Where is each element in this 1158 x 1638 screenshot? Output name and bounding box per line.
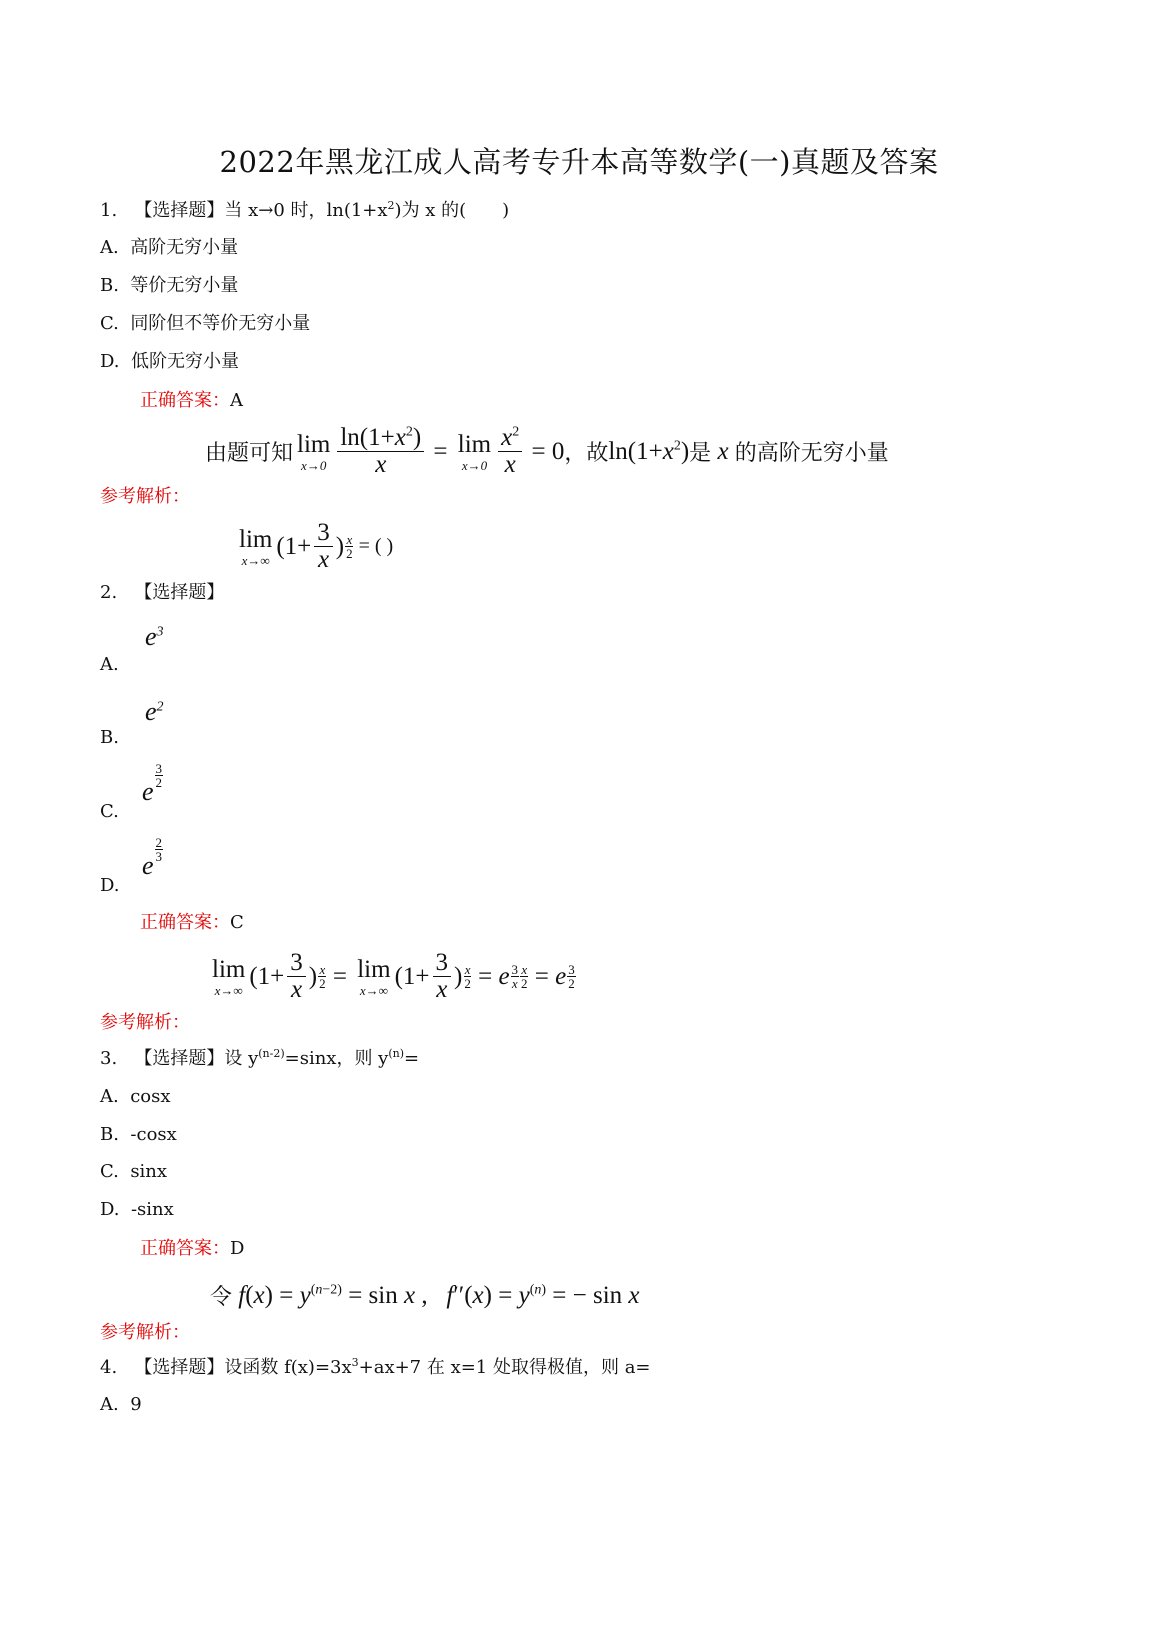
q2-option-b-math <box>145 697 164 727</box>
exp-power: 3 <box>156 624 164 640</box>
stem-text: = ( ) <box>358 535 394 558</box>
stem-text: = <box>404 1048 420 1069</box>
exp-base: e <box>145 697 157 726</box>
question-2-stem <box>100 578 224 604</box>
q1-option-b <box>100 271 238 297</box>
answer-value: D <box>230 1238 245 1259</box>
q1-option-d <box>100 347 239 373</box>
question-number: 3. <box>100 1048 118 1069</box>
analysis-text: 的高阶无穷小量 <box>734 441 889 467</box>
page-title: 2022年黑龙江成人高考专升本高等数学(一)真题及答案 <box>219 145 939 179</box>
exp-numerator: 3 <box>155 761 163 776</box>
analysis-text: 由题可知 <box>205 441 294 467</box>
option-letter: C. <box>100 1161 119 1182</box>
limit: lim x→∞ <box>212 956 246 999</box>
limit: lim x→0 <box>457 431 492 474</box>
stem-text: =sinx，则 y <box>284 1048 389 1069</box>
q1-answer <box>140 386 243 412</box>
q1-analysis-label: 参考解析： <box>100 486 190 507</box>
exp-numerator: 2 <box>155 835 163 850</box>
option-text: 高阶无穷小量 <box>130 237 239 258</box>
option-letter: C. <box>100 313 119 334</box>
stem-superscript: 2 <box>387 199 395 212</box>
option-letter: D. <box>100 351 120 372</box>
option-letter: A. <box>100 1086 119 1107</box>
q3-option-d <box>100 1199 174 1220</box>
q3-answer <box>140 1234 244 1260</box>
analysis-text: ，故 <box>564 441 609 467</box>
exp-base: e <box>142 851 154 880</box>
option-text: sinx <box>130 1161 168 1182</box>
stem-superscript: (n-2) <box>258 1047 285 1060</box>
limit: lim x→∞ <box>239 526 273 569</box>
option-letter: B. <box>100 275 119 296</box>
q2-option-c: C. <box>100 801 119 822</box>
option-text: -sinx <box>130 1199 174 1220</box>
fraction: $\frac{x^2}{x}$ <box>498 425 522 479</box>
q2-option-a-math <box>145 622 164 652</box>
stem-text: 当 x→0 时，ln(1+x <box>224 200 388 221</box>
q3-option-b <box>100 1124 177 1145</box>
answer-value: A <box>230 390 243 411</box>
q2-analysis-formula: lim x→∞ (1+ $\frac{3}{x}$ ) $\frac{x}{2}$ = lim x→∞ (1+ $\frac{3}{x}$ ) $\frac{x}{2}$ = e 3 x $\frac{x}{2}$ = e 3 2 <box>212 949 575 1004</box>
question-type: 【选择题】 <box>134 200 225 221</box>
exp-base: e <box>145 622 157 651</box>
q1-option-a <box>100 233 238 259</box>
option-text: cosx <box>130 1086 171 1107</box>
fraction: $\frac{3}{x}$ <box>433 950 452 1004</box>
q3-analysis-label: 参考解析： <box>100 1322 190 1343</box>
option-letter: A. <box>100 1394 119 1415</box>
q1-option-c <box>100 309 310 335</box>
fraction: $\frac{3}{x}$ <box>287 950 306 1004</box>
q2-option-d: D. <box>100 875 120 896</box>
limit: lim x→∞ <box>357 956 391 999</box>
question-1-stem <box>100 196 509 222</box>
fraction: $\frac{\ln(1+x^2)}{x}$ <box>337 425 424 479</box>
question-number: 1. <box>100 200 118 221</box>
option-text: 等价无穷小量 <box>130 275 239 296</box>
stem-superscript: (n) <box>388 1047 405 1060</box>
analysis-text: 是 <box>689 441 712 467</box>
q2-option-a: A. <box>100 654 119 675</box>
exp-denominator: 2 <box>155 775 163 790</box>
q2-option-d-math <box>142 836 163 881</box>
stem-superscript: 3 <box>351 1356 359 1369</box>
q3-analysis-formula: 令 $f(x) = y^{(n-2)} = \sin x$ , $f''(x) = y^{(n)}$ = − sin x <box>210 1281 640 1310</box>
option-letter: A. <box>100 237 119 258</box>
stem-text: +ax+7 在 x=1 处取得极值，则 a= <box>358 1357 651 1378</box>
q2-option-c-math <box>142 762 163 807</box>
q2-option-b: B. <box>100 727 119 748</box>
q2-answer <box>140 908 244 934</box>
question-type: 【选择题】 <box>134 1357 225 1378</box>
stem-text: )为 x 的( ) <box>394 200 510 221</box>
q3-option-a <box>100 1086 171 1107</box>
q2-analysis-label: 参考解析： <box>100 1012 190 1033</box>
q4-option-a <box>100 1394 142 1415</box>
question-type: 【选择题】 <box>134 582 225 603</box>
stem-text: 设 y <box>224 1048 259 1069</box>
option-letter: D. <box>100 1199 120 1220</box>
option-text: 低阶无穷小量 <box>130 351 239 372</box>
exp-base: e <box>142 777 154 806</box>
stem-text: 设函数 f(x)=3x <box>224 1357 352 1378</box>
exp-denominator: 3 <box>155 849 163 864</box>
answer-value: C <box>230 912 244 933</box>
q1-analysis-formula: 由题可知 lim x→0 $\frac{\ln(1+x^2)}{x}$ = lim x→0 $\frac{x^2}{x}$ = 0 ，故 $\ln(1+x^2)$ 是 x 的高阶无穷小量 <box>205 424 889 479</box>
option-letter: B. <box>100 1124 119 1145</box>
option-text: -cosx <box>130 1124 177 1145</box>
fraction: $\frac{3}{x}$ <box>314 520 333 574</box>
answer-label: 正确答案： <box>140 912 230 933</box>
answer-label: 正确答案： <box>140 390 230 411</box>
limit: lim x→0 <box>297 431 331 474</box>
q3-option-c <box>100 1161 167 1182</box>
question-number: 4. <box>100 1357 118 1378</box>
option-text: 9 <box>130 1394 142 1415</box>
question-3-stem <box>100 1044 419 1070</box>
exp-power: 2 <box>156 699 164 715</box>
question-type: 【选择题】 <box>134 1048 225 1069</box>
option-text: 同阶但不等价无穷小量 <box>130 313 311 334</box>
analysis-text: 令 <box>210 1285 233 1310</box>
q2-formula: lim x→∞ (1+ $\frac{3}{x}$ ) $\frac{x}{2}$ = ( ) <box>239 519 394 574</box>
question-4-stem <box>100 1353 651 1379</box>
question-number: 2. <box>100 582 118 603</box>
answer-label: 正确答案： <box>140 1238 230 1259</box>
